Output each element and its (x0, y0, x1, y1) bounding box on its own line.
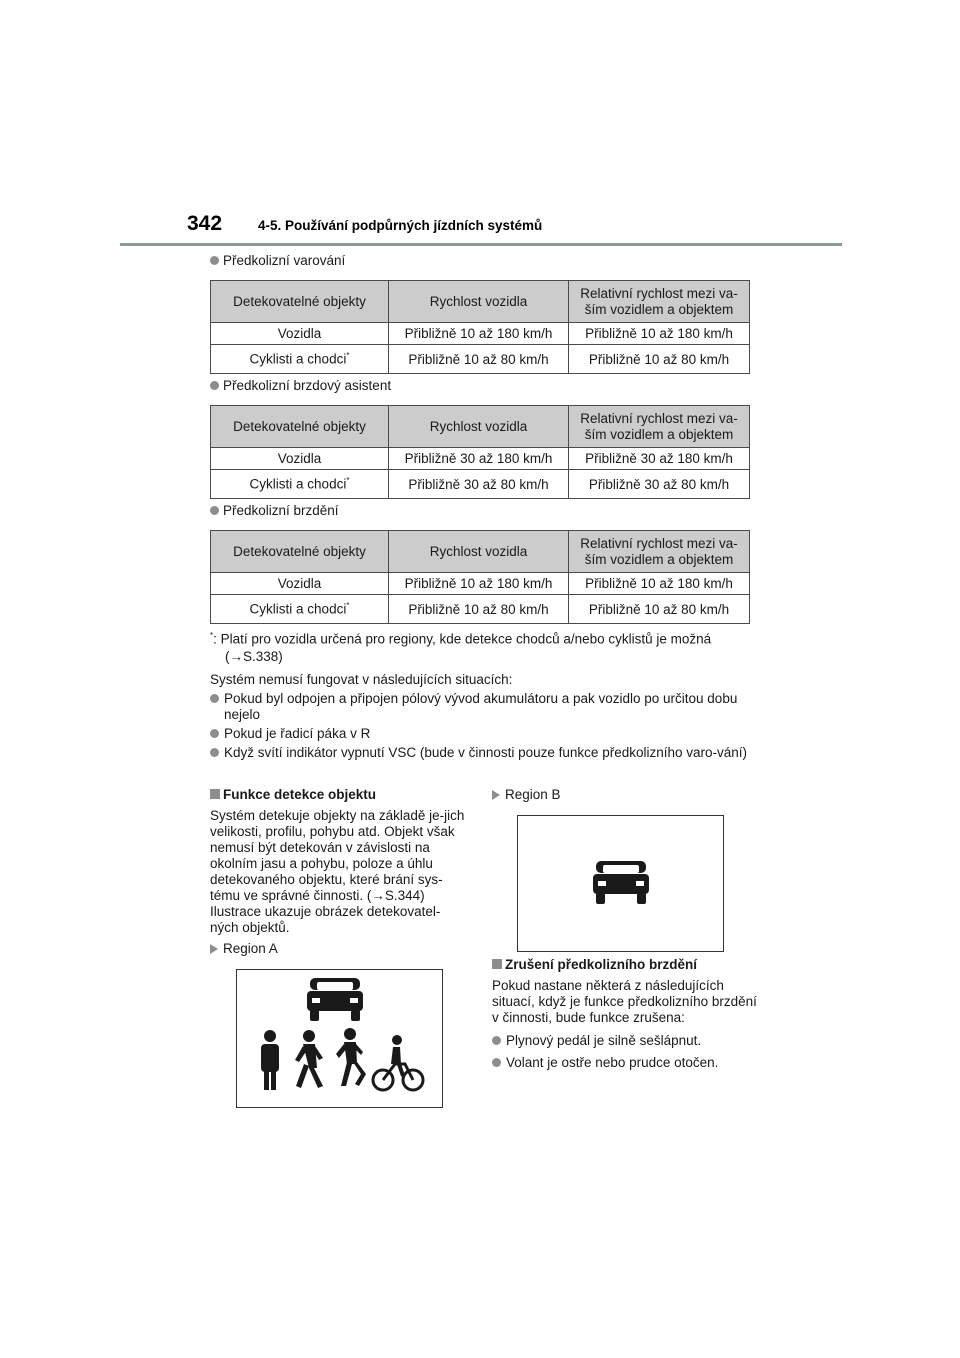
list-item (492, 1055, 757, 1071)
header-relative-speed: Relativní rychlost mezi va-ším vozidlem a objektem (569, 531, 750, 573)
cell-objects: Vozidla (211, 448, 389, 470)
table-row (211, 595, 750, 624)
header-speed: Rychlost vozidla (389, 406, 569, 448)
table-header-row (211, 281, 750, 323)
list-item (210, 726, 755, 742)
region-a-label (210, 941, 278, 957)
circle-bullet-icon (492, 1058, 501, 1067)
header-relative-speed: Relativní rychlost mezi va-ším vozidlem a objektem (569, 406, 750, 448)
header-objects: Detekovatelné objekty (211, 406, 389, 448)
circle-bullet-icon (210, 506, 219, 515)
footnote-mark: * (346, 476, 350, 486)
table-title: Předkolizní brzdový asistent (223, 378, 392, 393)
detection-body: Systém detekuje objekty na základě je-jich velikosti, profilu, pohybu atd. Objekt však nemusí být detekován v závislosti na okolním jasu a pohybu, poloze a úhlu detekovaného objektu, které brání sys-tému ve správné činnosti. (→S.344) Ilustrace ukazuje obrázek detekovatel-ných objektů. (210, 808, 465, 935)
footnote (210, 628, 755, 648)
region-a-svg (237, 970, 442, 1107)
header-objects: Detekovatelné objekty (211, 281, 389, 323)
circle-bullet-icon (210, 694, 219, 703)
table-heading (210, 253, 345, 268)
footnote-mark: * (346, 351, 350, 361)
region-a-text: Region A (223, 941, 278, 956)
car-front-icon (307, 978, 363, 1021)
cell-objects (211, 595, 389, 624)
cancel-body: Pokud nastane některá z následujících situací, když je funkce předkolizního brzdění v činnosti, bude funkce zrušena: (492, 978, 757, 1025)
header-divider (120, 243, 842, 246)
region-b-text: Region B (505, 787, 561, 802)
cell-relative: Přibližně 10 až 80 km/h (569, 595, 750, 624)
cell-objects-text: Cyklisti a chodci (249, 351, 347, 367)
detection-heading-text: Funkce detekce objektu (223, 787, 377, 802)
list-item-text: Volant je ostře nebo prudce otočen. (506, 1055, 719, 1070)
header-objects: Detekovatelné objekty (211, 531, 389, 573)
cell-speed: Přibližně 30 až 80 km/h (389, 470, 569, 499)
cell-objects: Vozidla (211, 573, 389, 595)
list-item-text: Když svítí indikátor vypnutí VSC (bude v činnosti pouze funkce předkolizního varo-vání) (224, 745, 748, 760)
region-b-label (492, 787, 561, 803)
cell-relative: Přibližně 30 až 180 km/h (569, 448, 750, 470)
table-heading (210, 378, 391, 393)
footnote-ref: (→S.338) (225, 649, 283, 664)
table-row (211, 448, 750, 470)
region-a-illustration (236, 969, 443, 1108)
cell-relative: Přibližně 30 až 80 km/h (569, 470, 750, 499)
header-speed: Rychlost vozidla (389, 281, 569, 323)
cell-speed: Přibližně 10 až 80 km/h (389, 595, 569, 624)
conditions-intro: Systém nemusí fungovat v následujících situacích: (210, 672, 513, 687)
region-b-illustration (517, 815, 724, 952)
cell-objects (211, 470, 389, 499)
table-header-row (211, 531, 750, 573)
spec-table (210, 405, 750, 499)
detection-heading (210, 787, 376, 803)
cancel-heading-text: Zrušení předkolizního brzdění (505, 957, 698, 972)
cell-speed: Přibližně 10 až 180 km/h (389, 573, 569, 595)
list-item (210, 691, 755, 723)
table-row (211, 323, 750, 345)
section-title: 4-5. Používání podpůrných jízdních systémů (258, 218, 543, 233)
table-row (211, 573, 750, 595)
list-item (210, 745, 755, 761)
cyclist-icon (373, 1035, 423, 1090)
table-header-row (211, 406, 750, 448)
car-front-icon (593, 861, 649, 904)
circle-bullet-icon (210, 729, 219, 738)
table-row (211, 470, 750, 499)
cell-objects: Vozidla (211, 323, 389, 345)
cell-objects (211, 345, 389, 374)
list-item-text: Plynový pedál je silně sešlápnut. (506, 1033, 702, 1048)
cell-speed: Přibližně 10 až 180 km/h (389, 323, 569, 345)
table-title: Předkolizní brzdění (223, 503, 339, 518)
circle-bullet-icon (492, 1036, 501, 1045)
cell-relative: Přibližně 10 až 180 km/h (569, 323, 750, 345)
cell-speed: Přibližně 10 až 80 km/h (389, 345, 569, 374)
table-title: Předkolizní varování (223, 253, 346, 268)
pedestrian-running-icon (336, 1028, 366, 1086)
cell-objects-text: Cyklisti a chodci (249, 476, 347, 492)
triangle-arrow-icon (492, 790, 500, 800)
cell-speed: Přibližně 30 až 180 km/h (389, 448, 569, 470)
square-bullet-icon (492, 959, 502, 969)
square-bullet-icon (210, 789, 220, 799)
circle-bullet-icon (210, 256, 219, 265)
list-item-text: Pokud je řadicí páka v R (224, 726, 371, 741)
circle-bullet-icon (210, 748, 219, 757)
table-heading (210, 503, 339, 518)
page-number: 342 (187, 212, 223, 235)
pedestrian-standing-icon (261, 1030, 279, 1090)
cancel-heading (492, 957, 697, 973)
cell-relative: Přibližně 10 až 180 km/h (569, 573, 750, 595)
header-speed: Rychlost vozidla (389, 531, 569, 573)
list-item (492, 1033, 757, 1049)
pedestrian-walking-icon (295, 1030, 323, 1088)
circle-bullet-icon (210, 381, 219, 390)
footnote-mark: * (346, 601, 350, 611)
footnote-text: : Platí pro vozidla určená pro regiony, kde detekce chodců a/nebo cyklistů je možná (213, 631, 712, 647)
region-b-svg (518, 816, 723, 951)
footnote-mark: * (210, 631, 214, 640)
table-row (211, 345, 750, 374)
cell-relative: Přibližně 10 až 80 km/h (569, 345, 750, 374)
cell-objects-text: Cyklisti a chodci (249, 601, 347, 617)
triangle-arrow-icon (210, 944, 218, 954)
list-item-text: Pokud byl odpojen a připojen pólový vývod akumulátoru a pak vozidlo po určitou dobu nejelo (224, 691, 738, 722)
spec-table (210, 280, 750, 374)
header-relative-speed: Relativní rychlost mezi va-ším vozidlem a objektem (569, 281, 750, 323)
spec-table (210, 530, 750, 624)
